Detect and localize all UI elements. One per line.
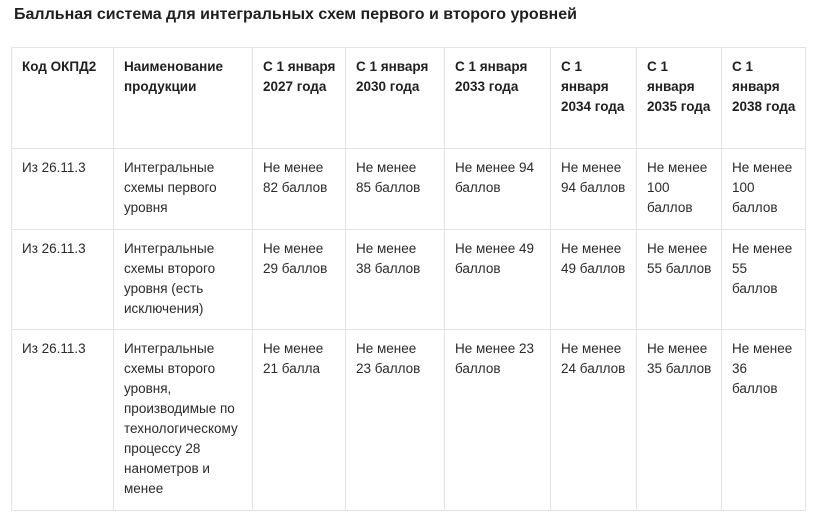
cell-value-2034: Не менее 24 баллов [551, 330, 637, 511]
cell-product-name: Интегральные схемы первого уровня [114, 149, 253, 230]
header-2035: С 1 января 2035 года [637, 48, 722, 149]
cell-value-2034: Не менее 94 баллов [551, 149, 637, 230]
table-row [12, 149, 806, 230]
header-product-name: Наименование продукции [114, 48, 253, 149]
table-row [12, 330, 806, 511]
cell-code: Из 26.11.3 [12, 230, 114, 330]
cell-value-2038: Не менее 36 баллов [722, 330, 806, 511]
cell-code: Из 26.11.3 [12, 330, 114, 511]
cell-value-2033: Не менее 94 баллов [445, 149, 551, 230]
cell-value-2027: Не менее 21 балла [253, 330, 346, 511]
header-2034: С 1 января 2034 года [551, 48, 637, 149]
page-title: Балльная система для интегральных схем первого и второго уровней [14, 6, 577, 23]
cell-value-2035: Не менее 100 баллов [637, 149, 722, 230]
header-2027: С 1 января 2027 года [253, 48, 346, 149]
cell-value-2035: Не менее 55 баллов [637, 230, 722, 330]
cell-code: Из 26.11.3 [12, 149, 114, 230]
cell-value-2035: Не менее 35 баллов [637, 330, 722, 511]
header-okpd2-code: Код ОКПД2 [12, 48, 114, 149]
cell-value-2027: Не менее 82 баллов [253, 149, 346, 230]
points-table [11, 47, 806, 511]
table-row [12, 230, 806, 330]
cell-value-2033: Не менее 23 баллов [445, 330, 551, 511]
cell-value-2030: Не менее 23 баллов [346, 330, 445, 511]
header-2033: С 1 января 2033 года [445, 48, 551, 149]
cell-product-name: Интегральные схемы второго уровня (есть исключения) [114, 230, 253, 330]
cell-value-2027: Не менее 29 баллов [253, 230, 346, 330]
cell-value-2034: Не менее 49 баллов [551, 230, 637, 330]
table-header-row [12, 48, 806, 149]
cell-value-2038: Не менее 100 баллов [722, 149, 806, 230]
cell-product-name: Интегральные схемы второго уровня, производимые по технологическому процессу 28 нанометров и менее [114, 330, 253, 511]
cell-value-2038: Не менее 55 баллов [722, 230, 806, 330]
cell-value-2033: Не менее 49 баллов [445, 230, 551, 330]
cell-value-2030: Не менее 85 баллов [346, 149, 445, 230]
header-2030: С 1 января 2030 года [346, 48, 445, 149]
cell-value-2030: Не менее 38 баллов [346, 230, 445, 330]
header-2038: С 1 января 2038 года [722, 48, 806, 149]
